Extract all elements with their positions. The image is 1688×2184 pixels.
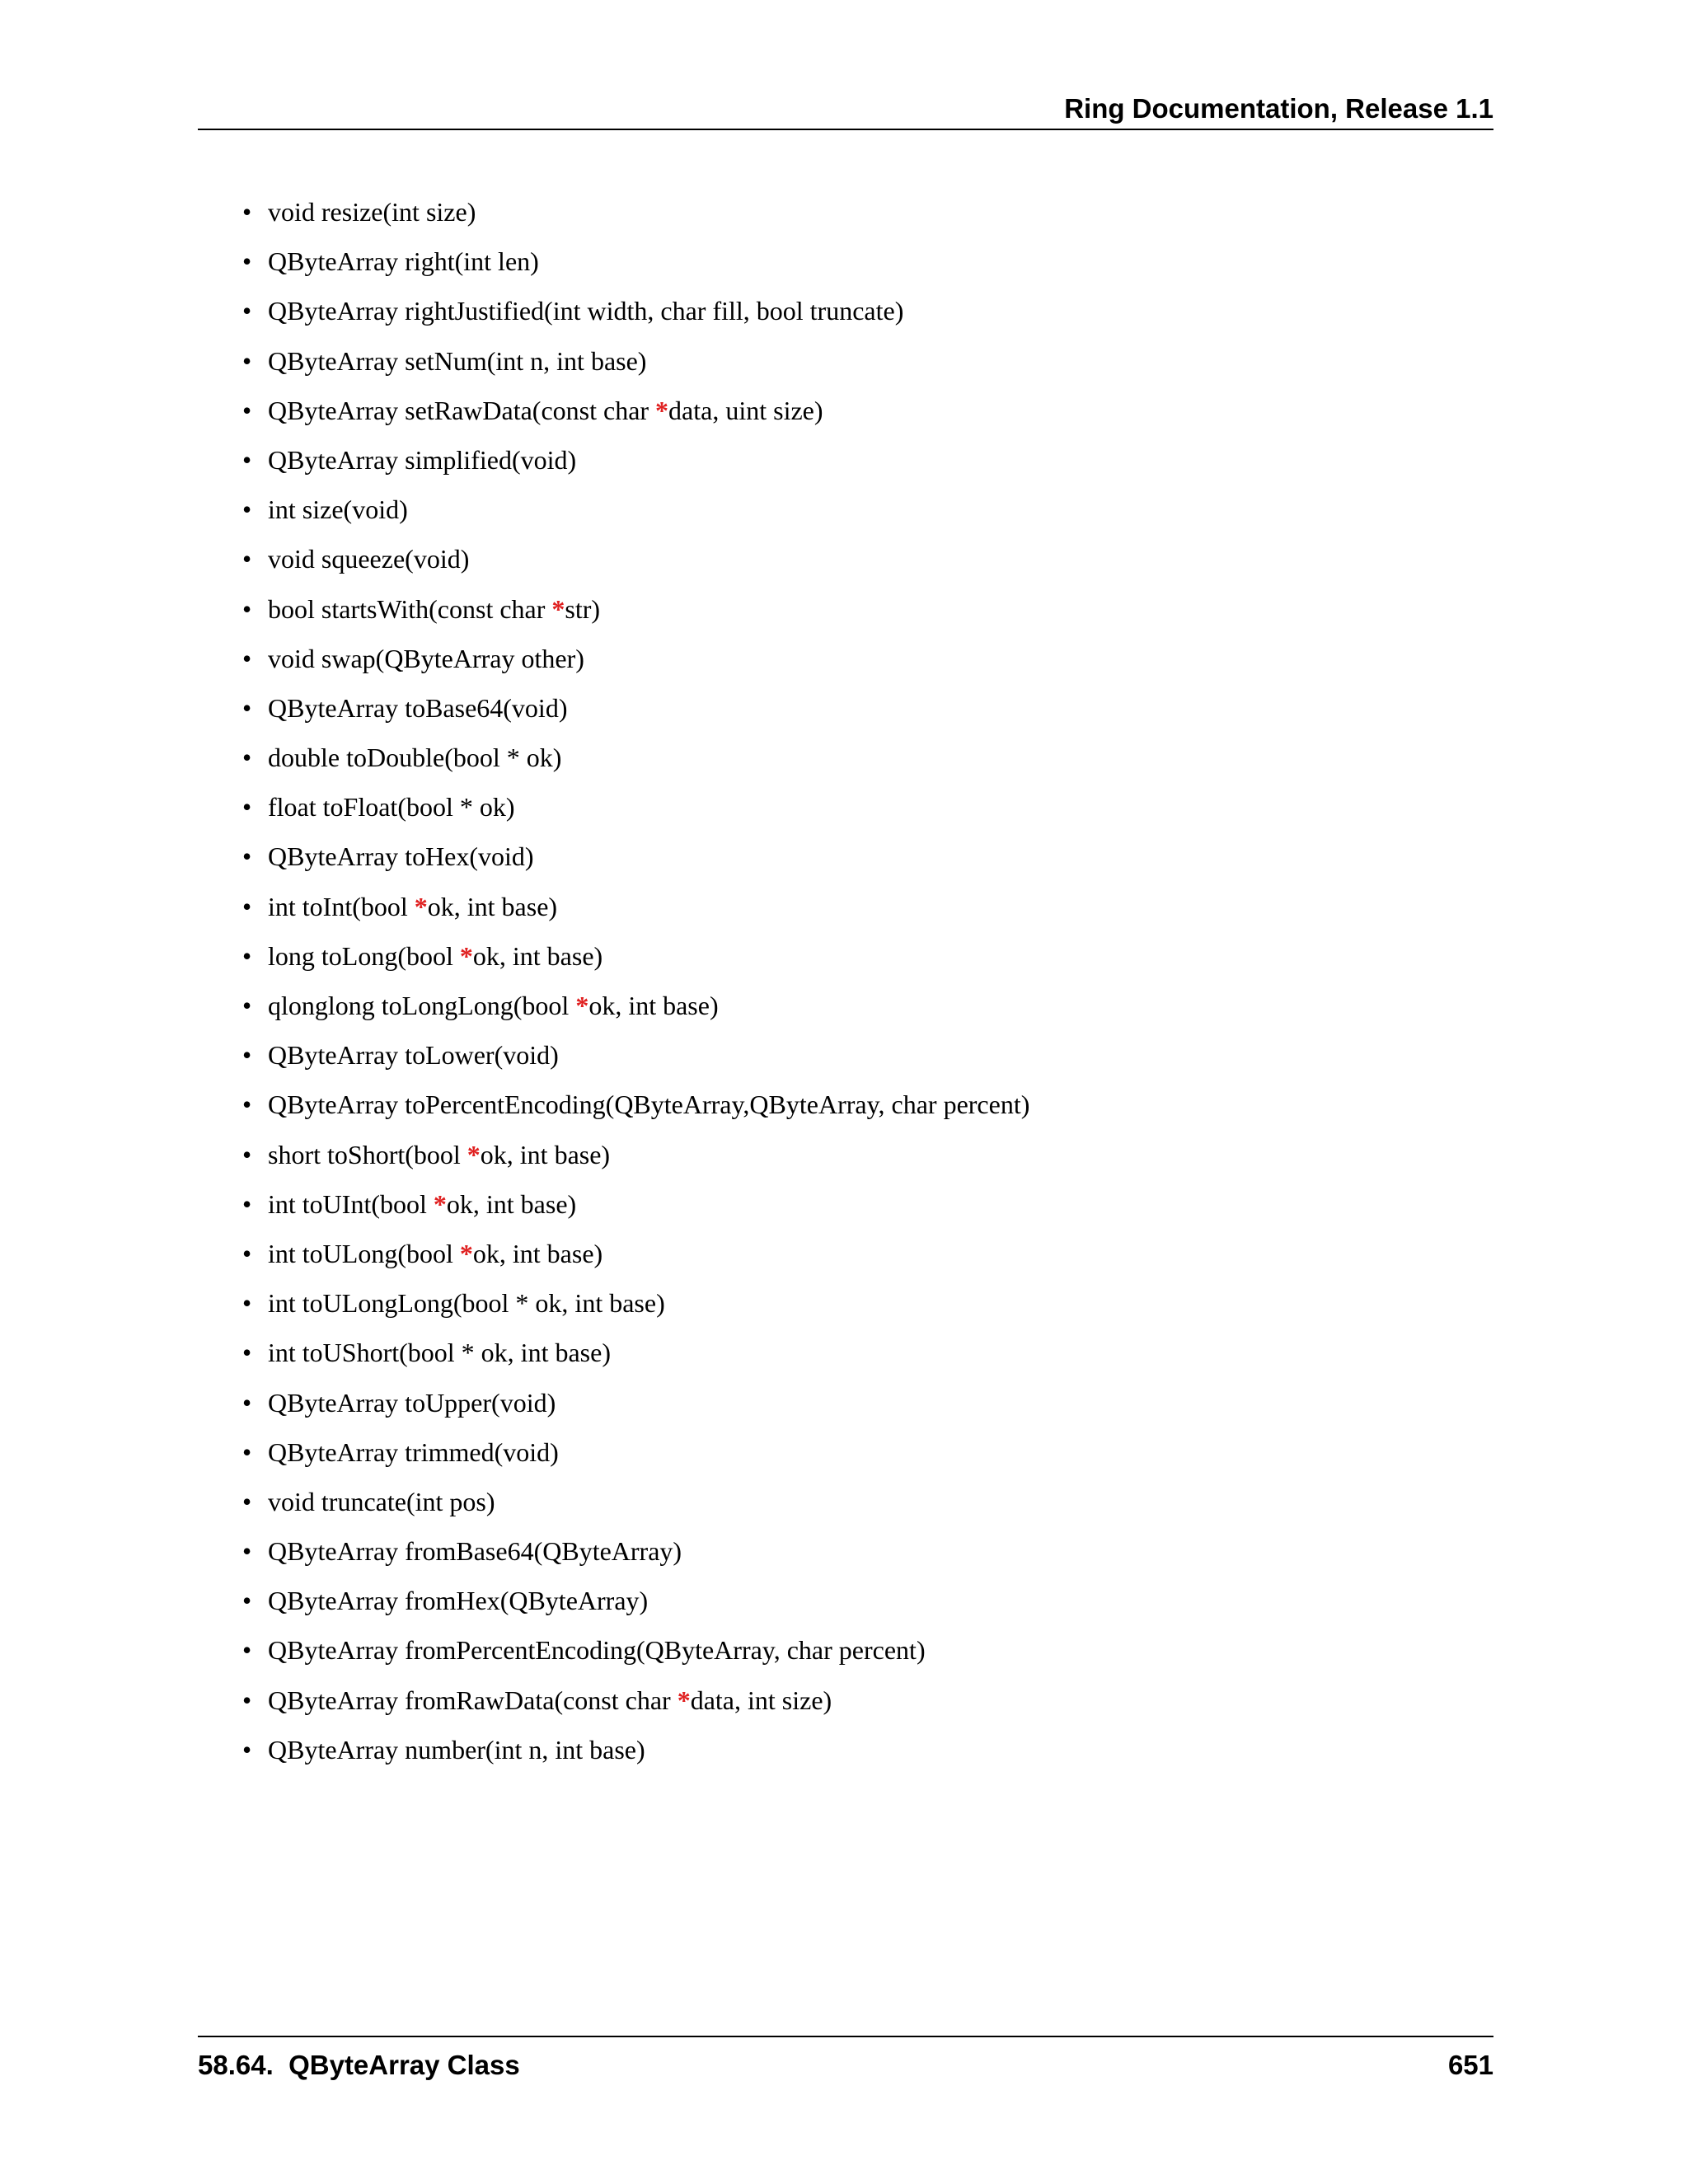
list-item: [242, 989, 1029, 1038]
list-item: [242, 1684, 1029, 1733]
bullet-icon: •: [242, 1685, 252, 1715]
pointer-asterisk: *: [655, 395, 669, 425]
pointer-asterisk: *: [467, 1139, 481, 1169]
method-signature-text: QByteArray fromPercentEncoding(QByteArray, char percent): [268, 1635, 926, 1666]
method-signature-text: int toUShort(bool * ok, int base): [268, 1338, 611, 1368]
pointer-asterisk: *: [677, 1685, 691, 1715]
method-signature-text: data, int size): [690, 1685, 832, 1715]
list-item: [242, 493, 1029, 542]
list-item: [242, 1733, 1029, 1783]
method-signature-text: ok, int base): [446, 1188, 577, 1219]
bullet-icon: •: [242, 1040, 252, 1071]
bullet-icon: •: [242, 1139, 252, 1169]
list-item: [242, 443, 1029, 493]
method-signature-text: QByteArray fromBase64(QByteArray): [268, 1536, 682, 1567]
bullet-icon: •: [242, 197, 252, 227]
list-item: [242, 890, 1029, 940]
method-signature-text: void resize(int size): [268, 197, 476, 227]
method-signature-text: str): [565, 593, 601, 624]
pointer-asterisk: *: [459, 940, 473, 971]
method-signature-text: QByteArray right(int len): [268, 246, 539, 277]
method-signature-text: double toDouble(bool * ok): [268, 743, 562, 773]
pointer-asterisk: *: [575, 991, 589, 1020]
list-item: [242, 940, 1029, 989]
bullet-icon: •: [242, 544, 252, 574]
list-item: [242, 1436, 1029, 1485]
method-signature-text: ok, int base): [472, 1238, 603, 1268]
method-signature-text: QByteArray toPercentEncoding(QByteArray,QByteArray, char percent): [268, 1090, 1030, 1120]
list-item: [242, 1584, 1029, 1633]
method-signature-text: QByteArray simplified(void): [268, 444, 577, 475]
method-signature-text: int toInt(bool: [268, 891, 415, 921]
method-signature-text: int toULong(bool: [268, 1238, 460, 1268]
method-signature-text: int toULongLong(bool * ok, int base): [268, 1288, 665, 1319]
list-item: [242, 394, 1029, 443]
list-item: [242, 1286, 1029, 1336]
pointer-asterisk: *: [414, 891, 428, 921]
bullet-icon: •: [242, 1188, 252, 1219]
list-item: [242, 1485, 1029, 1535]
method-signature-text: QByteArray number(int n, int base): [268, 1734, 645, 1765]
pointer-asterisk: *: [459, 1238, 473, 1268]
method-list: [242, 195, 1029, 1783]
bullet-icon: •: [242, 1486, 252, 1516]
method-signature-text: QByteArray rightJustified(int width, char fill, bool truncate): [268, 296, 904, 326]
list-item: [242, 1237, 1029, 1286]
list-item: [242, 642, 1029, 691]
method-signature-text: data, uint size): [668, 395, 823, 425]
list-item: [242, 741, 1029, 790]
method-signature-text: ok, int base): [472, 940, 603, 971]
footer-page-number: 651: [1447, 2050, 1493, 2080]
method-signature-text: QByteArray toLower(void): [268, 1040, 559, 1071]
method-signature-text: short toShort(bool: [268, 1139, 467, 1169]
list-item: [242, 1386, 1029, 1436]
list-item: [242, 1535, 1029, 1584]
list-item: [242, 1188, 1029, 1237]
list-item: [242, 195, 1029, 245]
list-item: [242, 840, 1029, 889]
method-signature-text: QByteArray setRawData(const char: [268, 395, 656, 425]
method-signature-text: int toUInt(bool: [268, 1188, 434, 1219]
list-item: [242, 245, 1029, 294]
bullet-icon: •: [242, 841, 252, 872]
bullet-icon: •: [242, 1536, 252, 1567]
list-item: [242, 1633, 1029, 1683]
method-signature-text: void truncate(int pos): [268, 1486, 495, 1516]
header-title: Ring Documentation, Release 1.1: [1064, 93, 1493, 124]
method-signature-text: ok, int base): [588, 991, 719, 1020]
method-signature-text: QByteArray toUpper(void): [268, 1387, 556, 1418]
method-signature-text: QByteArray fromRawData(const char: [268, 1685, 678, 1715]
bullet-icon: •: [242, 1734, 252, 1765]
list-item: [242, 294, 1029, 344]
bullet-icon: •: [242, 1288, 252, 1319]
method-signature-text: float toFloat(bool * ok): [268, 792, 515, 823]
method-signature-text: QByteArray toBase64(void): [268, 692, 568, 723]
method-signature-text: qlonglong toLongLong(bool: [268, 991, 576, 1020]
method-signature-text: QByteArray fromHex(QByteArray): [268, 1586, 649, 1616]
method-signature-text: QByteArray setNum(int n, int base): [268, 345, 647, 376]
pointer-asterisk: *: [433, 1188, 447, 1219]
list-item: [242, 790, 1029, 840]
bullet-icon: •: [242, 296, 252, 326]
bullet-icon: •: [242, 1635, 252, 1666]
footer-section-title: 58.64. QByteArray Class: [198, 2050, 520, 2080]
list-item: [242, 1138, 1029, 1188]
method-signature-text: bool startsWith(const char: [268, 593, 552, 624]
page-footer: [198, 2036, 1493, 2080]
bullet-icon: •: [242, 792, 252, 823]
bullet-icon: •: [242, 593, 252, 624]
bullet-icon: •: [242, 991, 252, 1020]
page-header: [198, 92, 1493, 130]
method-signature-text: void squeeze(void): [268, 544, 470, 574]
bullet-icon: •: [242, 743, 252, 773]
bullet-icon: •: [242, 891, 252, 921]
list-item: [242, 1336, 1029, 1385]
method-signature-text: ok, int base): [480, 1139, 611, 1169]
bullet-icon: •: [242, 643, 252, 673]
list-item: [242, 1038, 1029, 1088]
bullet-icon: •: [242, 1436, 252, 1467]
method-signature-text: ok, int base): [427, 891, 558, 921]
bullet-icon: •: [242, 1387, 252, 1418]
method-signature-text: QByteArray trimmed(void): [268, 1436, 559, 1467]
bullet-icon: •: [242, 1586, 252, 1616]
bullet-icon: •: [242, 692, 252, 723]
list-item: [242, 691, 1029, 741]
method-signature-text: long toLong(bool: [268, 940, 460, 971]
bullet-icon: •: [242, 1090, 252, 1120]
bullet-icon: •: [242, 1338, 252, 1368]
bullet-icon: •: [242, 345, 252, 376]
list-item: [242, 344, 1029, 394]
list-item: [242, 1088, 1029, 1137]
bullet-icon: •: [242, 444, 252, 475]
method-signature-text: QByteArray toHex(void): [268, 841, 534, 872]
bullet-icon: •: [242, 1238, 252, 1268]
method-signature-text: int size(void): [268, 494, 408, 525]
list-item: [242, 542, 1029, 592]
list-item: [242, 593, 1029, 642]
bullet-icon: •: [242, 940, 252, 971]
bullet-icon: •: [242, 395, 252, 425]
pointer-asterisk: *: [551, 593, 565, 624]
method-signature-text: void swap(QByteArray other): [268, 643, 584, 673]
bullet-icon: •: [242, 494, 252, 525]
bullet-icon: •: [242, 246, 252, 277]
